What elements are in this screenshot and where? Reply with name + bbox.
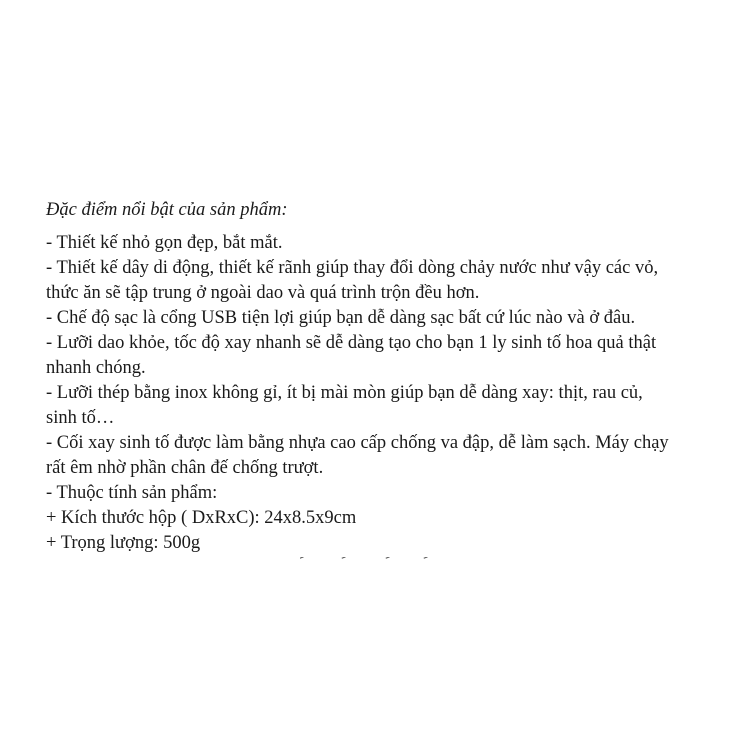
text-line: - Lưỡi dao khỏe, tốc độ xay nhanh sẽ dễ dàng tạo cho bạn 1 ly sinh tố hoa quả thật xyxy=(46,333,657,353)
section-heading: Đặc điểm nổi bật của sản phẩm: xyxy=(46,200,288,220)
cut-off-text-fragment xyxy=(300,557,460,563)
text-line: + Kích thước hộp ( DxRxC): 24x8.5x9cm xyxy=(46,508,357,528)
text-line: nhanh chóng. xyxy=(46,358,146,378)
text-line: + Trọng lượng: 500g xyxy=(46,533,201,553)
text-line: - Lưỡi thép bằng inox không gỉ, ít bị mài mòn giúp bạn dễ dàng xay: thịt, rau củ, xyxy=(46,383,643,403)
text-line: - Thiết kế nhỏ gọn đẹp, bắt mắt. xyxy=(46,233,283,253)
text-line: - Thuộc tính sản phẩm: xyxy=(46,483,218,503)
text-line: rất êm nhờ phần chân đế chống trượt. xyxy=(46,458,324,478)
product-description xyxy=(46,198,736,556)
text-line: - Cối xay sinh tố được làm bằng nhựa cao cấp chống va đập, dễ làm sạch. Máy chạy xyxy=(46,433,669,453)
text-line: thức ăn sẽ tập trung ở ngoài dao và quá trình trộn đều hơn. xyxy=(46,283,480,303)
text-line: sinh tố… xyxy=(46,408,115,428)
text-line: - Thiết kế dây di động, thiết kế rãnh giúp thay đổi dòng chảy nước như vậy các vỏ, xyxy=(46,258,659,278)
text-line: - Chế độ sạc là cổng USB tiện lợi giúp bạn dễ dàng sạc bất cứ lúc nào và ở đâu. xyxy=(46,308,636,328)
